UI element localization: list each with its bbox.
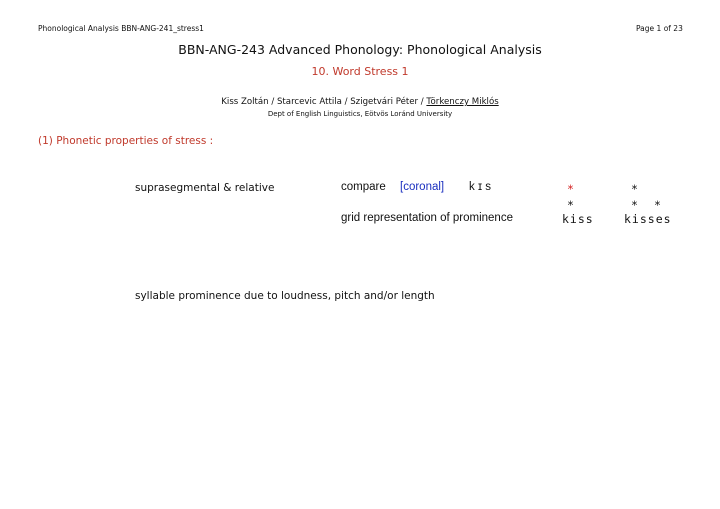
department: Dept of English Linguistics, Eötvös Loránd University [267,110,453,118]
syllable-prominence-text: syllable prominence due to loudness, pitch and/or length [135,290,435,302]
header-left: Phonological Analysis BBN-ANG-241_stress1 [38,24,204,33]
authors-plain: Kiss Zoltán / Starcevic Attila / Szigetvári Péter / [221,97,427,107]
word-kisses: kisses [624,212,672,226]
page-number: Page 1 of 23 [636,24,683,33]
grid-star-kiss-top: * [567,182,574,196]
authors-line [0,97,720,107]
grid-representation-label: grid representation of prominence [341,212,513,224]
word-kiss: kiss [562,212,594,226]
page-title: BBN-ANG-243 Advanced Phonology: Phonological Analysis [178,42,542,57]
ipa-transcription: k ɪ s [469,181,491,193]
compare-label: compare [341,181,386,193]
page-subtitle: 10. Word Stress 1 [311,65,409,78]
coronal-feature: [coronal] [400,181,445,193]
grid-star-kisses-top: * [631,182,638,196]
grid-star-kisses-base-1: * [631,198,638,212]
author-link[interactable]: Törkenczy Miklós [426,97,499,107]
section-heading: (1) Phonetic properties of stress : [38,135,214,147]
grid-star-kisses-base-2: * [654,198,661,212]
grid-star-kiss-base: * [567,198,574,212]
suprasegmental-text: suprasegmental & relative [135,182,275,194]
